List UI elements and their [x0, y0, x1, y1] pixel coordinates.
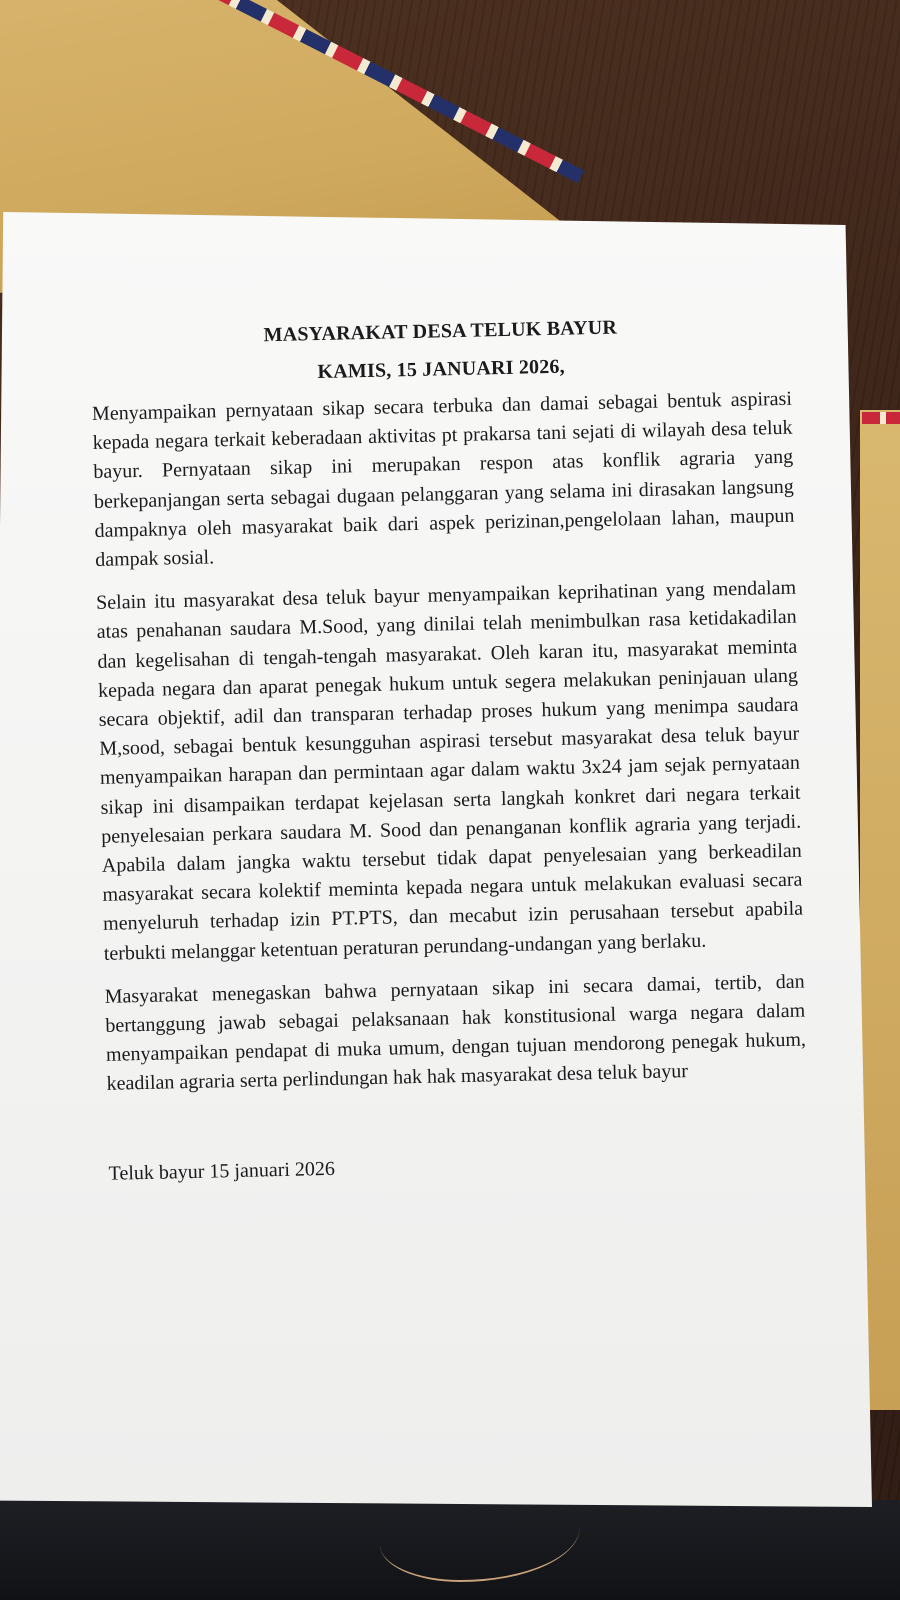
paragraph-3: Masyarakat menegaskan bahwa pernyataan sikap ini secara damai, tertib, dan bertanggung jawab sebagai pelaksanaan hak konstitusional warga negara dalam menyampaikan pendapat di muka umum, dengan tujuan mendorong penegak hukum, keadilan agraria serta perlindungan hak hak masyarakat desa teluk bayur: [104, 970, 807, 1096]
closing-place-date: Teluk bayur 15 januari 2026: [108, 1157, 336, 1185]
letter-heading-date: KAMIS, 15 JANUARI 2026,: [317, 355, 566, 384]
paragraph-1: Menyampaikan pernyataan sikap secara terbuka dan damai sebagai bentuk aspirasi kepada negara terkait keberadaan aktivitas pt prakarsa tani sejati di wilayah desa teluk bayur. Pernyataan sikap ini merupakan respon atas konflik agraria yang berkepanjangan serta sebagai dugaan pelanggaran yang selama ini dirasakan langsung dampaknya oleh masyarakat baik dari aspek perizinan,pengelolaan lahan, maupun dampak sosial.: [91, 387, 795, 571]
letter-heading-sender: MASYARAKAT DESA TELUK BAYUR: [263, 316, 618, 347]
paragraph-2: Selain itu masyarakat desa teluk bayur menyampaikan keprihatinan yang mendalam atas penahanan saudara M.Sood, yang dinilai telah menimbulkan rasa ketidakadilan dan kegelisahan di tengah-tengah masyarakat. Oleh karan itu, masyarakat meminta kepada negara dan aparat penegak hukum untuk segera melakukan peninjauan ulang secara objektif, adil dan transparan terhadap proses hukum yang menimpa saudara M,sood, sebagai bentuk kesungguhan aspirasi tersebut masyarakat desa teluk bayur menyampaikan harapan dan permintaan agar dalam waktu 3x24 jam sejak pernyataan sikap ini disampaikan terdapat kejelasan serta langkah konkret dari negara terkait penyelesaian perkara saudara M. Sood dan penanganan konflik agraria yang terjadi. Apabila dalam jangka waktu tersebut tidak dapat penyelesaian yang berkeadilan masyarakat secara kolektif meminta kepada negara untuk melakukan evaluasi secara menyeluruh terhadap izin PT.PTS, dan mecabut izin perusahaan tersebut apabila terbukti melanggar ketentuan peraturan perundang-undangan yang berlaku.: [95, 576, 804, 965]
letter-body: [90, 305, 809, 1188]
airmail-stripe-right: [862, 412, 900, 424]
